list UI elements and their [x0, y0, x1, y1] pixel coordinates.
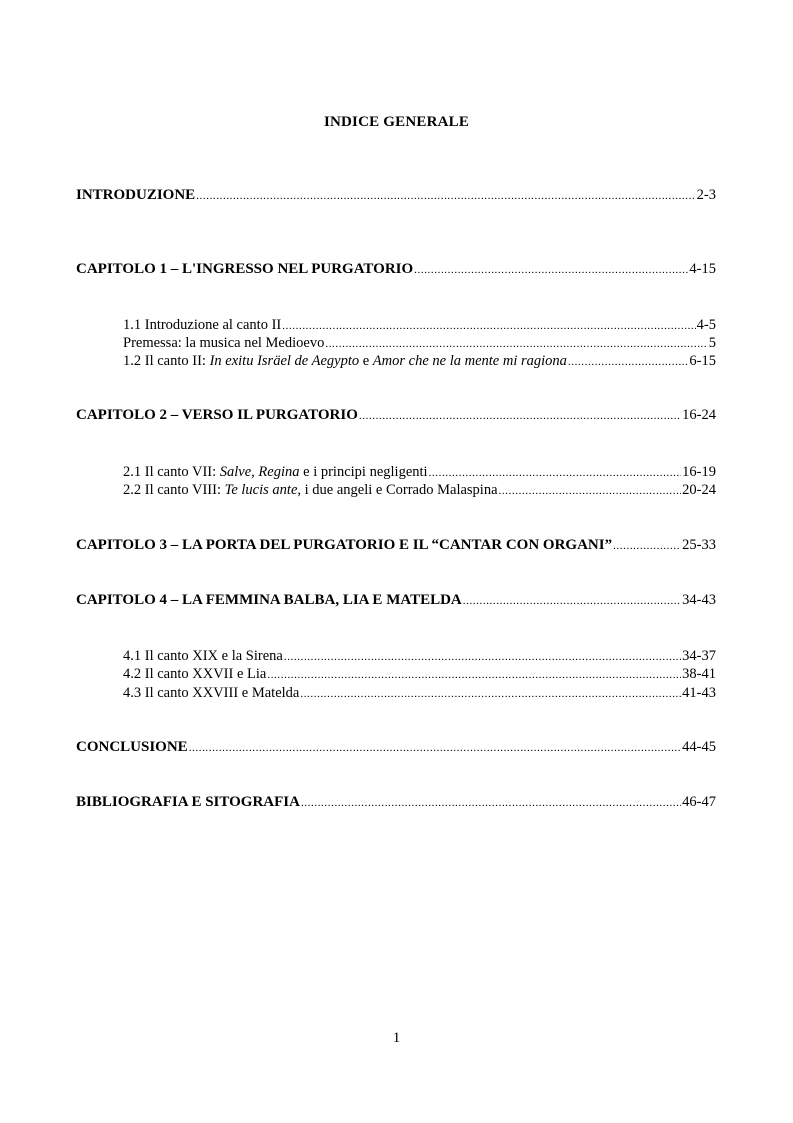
toc-entry-1-2 [123, 352, 716, 371]
dot-leader [196, 187, 695, 205]
toc-label [123, 463, 428, 481]
toc-pages: 34-43 [682, 592, 716, 608]
dot-leader [189, 739, 681, 757]
toc-entry-capitolo-3 [76, 536, 716, 555]
toc-label: BIBLIOGRAFIA E SITOGRAFIA [76, 794, 300, 810]
toc-entry-premessa [123, 334, 716, 353]
toc-entry-4-3 [123, 684, 716, 703]
toc-entry-2-2 [123, 481, 716, 500]
dot-leader [429, 464, 682, 482]
toc-label: CAPITOLO 4 – LA FEMMINA BALBA, LIA E MATELDA [76, 592, 462, 608]
dot-leader [359, 407, 681, 425]
dot-leader [284, 648, 681, 666]
toc-pages: 25-33 [682, 537, 716, 553]
toc-label: 4.1 Il canto XIX e la Sirena [123, 648, 283, 664]
page-title: INDICE GENERALE [323, 114, 470, 130]
toc-pages: 4-5 [696, 317, 716, 333]
toc-entry-2-1 [123, 463, 716, 482]
toc-entry-4-2 [123, 665, 716, 684]
toc-label-prefix: 2.2 Il canto VIII: [123, 482, 225, 498]
dot-leader [300, 685, 681, 703]
toc-label-suffix: , i due angeli e Corrado Malaspina [297, 482, 498, 498]
toc-entry-capitolo-2 [76, 406, 716, 425]
toc-label [123, 481, 498, 499]
toc-entry-4-1 [123, 647, 716, 666]
dot-leader [463, 592, 681, 610]
toc-entry-capitolo-1 [76, 260, 716, 279]
toc-pages: 16-19 [682, 464, 716, 480]
toc-pages: 5 [708, 335, 716, 351]
toc-label-italic-title: In exitu Isräel de Aegypto [209, 353, 360, 369]
dot-leader [414, 261, 688, 279]
toc-label: CAPITOLO 3 – LA PORTA DEL PURGATORIO E IL “CANTAR CON ORGANI” [76, 537, 613, 553]
toc-entry-conclusione [76, 738, 716, 757]
toc-pages: 2-3 [696, 187, 716, 203]
toc-label-conjunction: e [359, 353, 373, 369]
toc-pages: 6-15 [689, 353, 716, 369]
toc-label: 4.3 Il canto XXVIII e Matelda [123, 685, 300, 701]
toc-entry-introduzione [76, 186, 716, 205]
dot-leader [282, 317, 695, 335]
toc-entry-1-1 [123, 316, 716, 335]
toc-entry-capitolo-4 [76, 591, 716, 610]
dot-leader [267, 666, 681, 684]
dot-leader [613, 537, 681, 555]
toc-label: CAPITOLO 2 – VERSO IL PURGATORIO [76, 407, 358, 423]
toc-pages: 41-43 [682, 685, 716, 701]
toc-pages: 46-47 [682, 794, 716, 810]
toc-pages: 20-24 [682, 482, 716, 498]
toc-label-suffix: e i principi negligenti [299, 464, 428, 480]
toc-label-italic-title: Te lucis ante [224, 482, 298, 498]
toc-pages: 4-15 [689, 261, 716, 277]
dot-leader [499, 482, 682, 500]
toc-label: INTRODUZIONE [76, 187, 196, 203]
toc-label: Premessa: la musica nel Medioevo [123, 335, 325, 351]
dot-leader [325, 335, 707, 353]
dot-leader [568, 353, 689, 371]
toc-label [123, 352, 567, 370]
toc-entry-bibliografia [76, 793, 716, 812]
toc-pages: 38-41 [682, 666, 716, 682]
toc-label: CAPITOLO 1 – L'INGRESSO NEL PURGATORIO [76, 261, 414, 277]
toc-label: 4.2 Il canto XXVII e Lia [123, 666, 267, 682]
toc-label-prefix: 1.2 Il canto II: [123, 353, 210, 369]
toc-pages: 16-24 [682, 407, 716, 423]
toc-label-italic-title: Salve, Regina [219, 464, 300, 480]
toc-pages: 34-37 [682, 648, 716, 664]
toc-pages: 44-45 [682, 739, 716, 755]
toc-label-italic-title: Amor che ne la mente mi ragiona [372, 353, 567, 369]
page-number: 1 [392, 1030, 401, 1046]
toc-label-prefix: 2.1 Il canto VII: [123, 464, 220, 480]
toc-label: 1.1 Introduzione al canto II [123, 317, 282, 333]
toc-label: CONCLUSIONE [76, 739, 188, 755]
dot-leader [301, 794, 681, 812]
